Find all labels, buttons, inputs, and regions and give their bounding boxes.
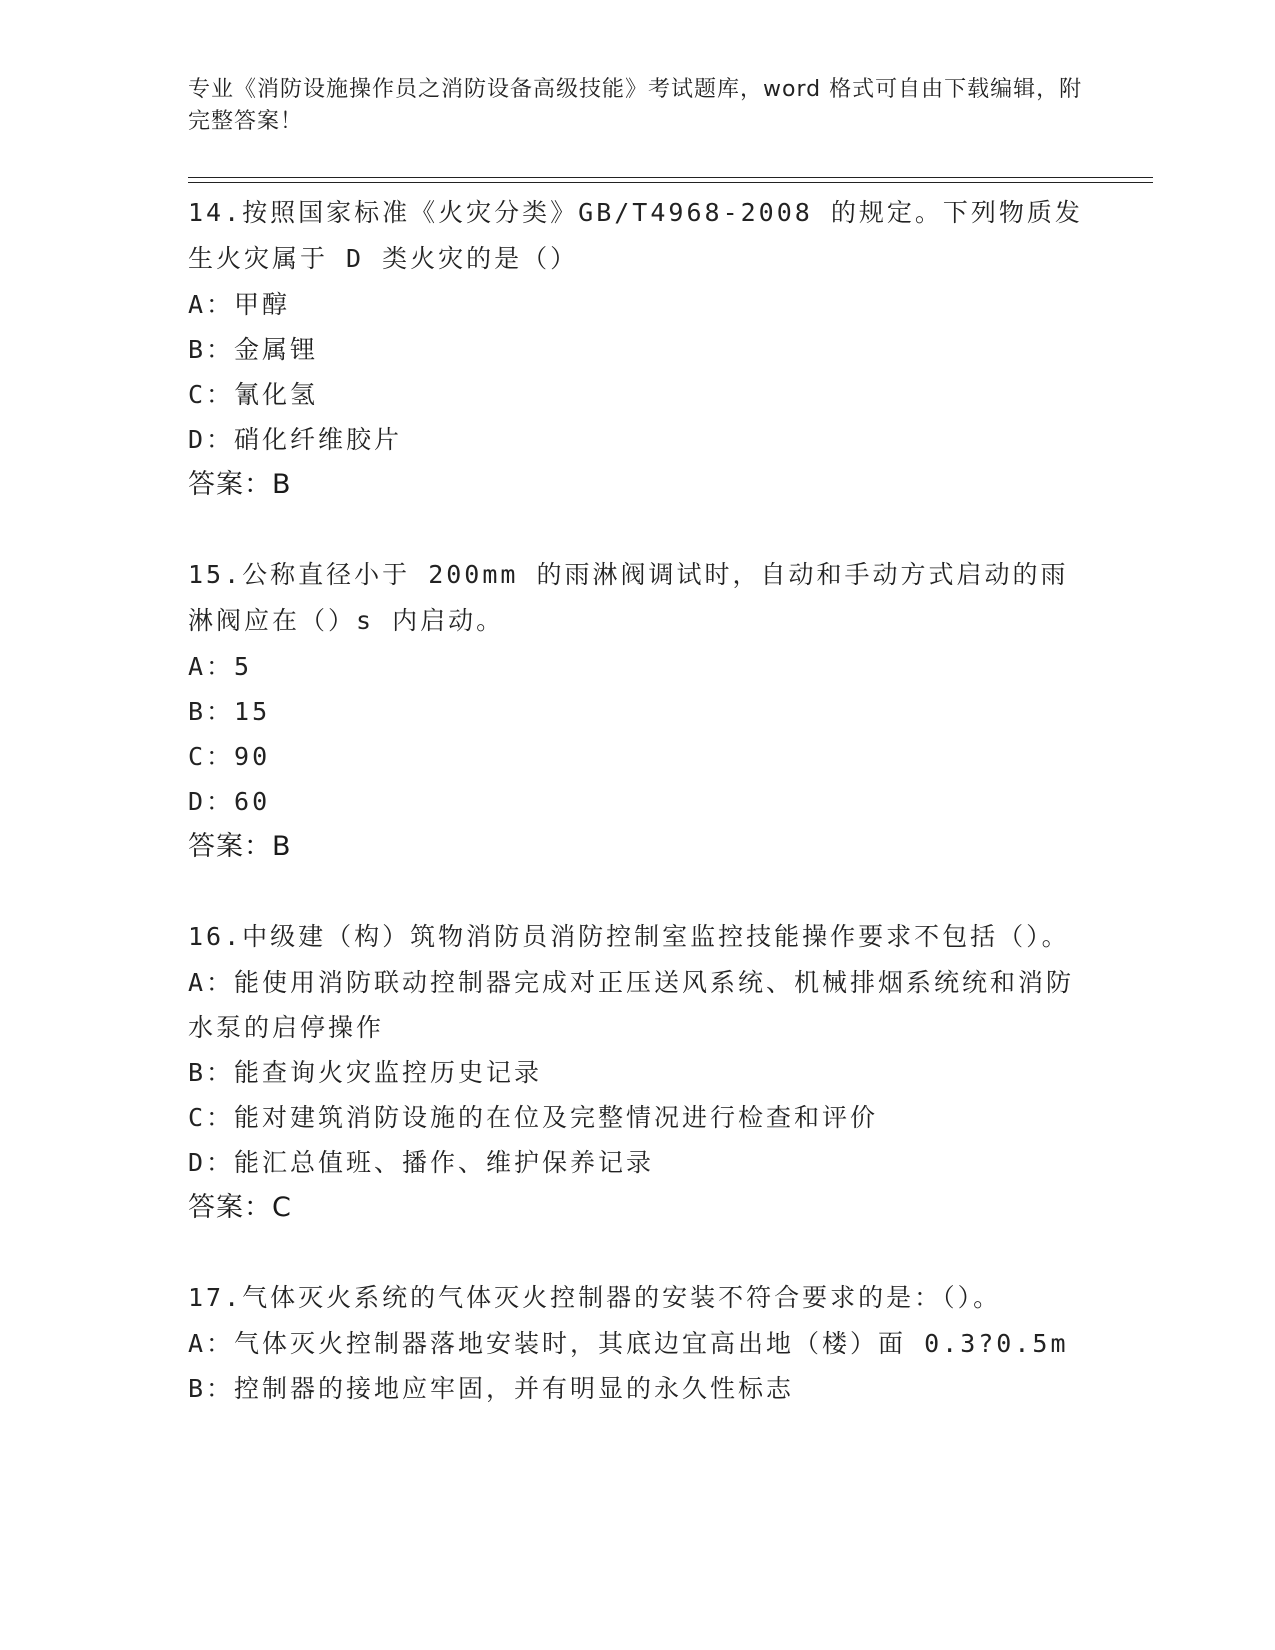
option-b: B：能查询火灾监控历史记录 [188,1058,543,1087]
answer: 答案：B [188,469,292,500]
option-d: D：硝化纤维胶片 [188,425,403,454]
question-list [188,190,1088,1455]
question-16 [188,914,1088,1231]
option-b: B：金属锂 [188,335,319,364]
option-a: A：5 [188,652,253,681]
option-a: A：气体灭火控制器落地安装时，其底边宜高出地（楼）面 0.3?0.5m [188,1329,1069,1358]
option-a: A：甲醇 [188,290,291,319]
document-header: 专业《消防设施操作员之消防设备高级技能》考试题库，word 格式可自由下载编辑，附完整答案！ [188,77,1083,134]
header-divider-bottom [188,182,1153,183]
option-b: B：15 [188,697,271,726]
answer: 答案：C [188,1192,292,1223]
question-text: 16.中级建（构）筑物消防员消防控制室监控技能操作要求不包括（）。 [188,922,1070,951]
question-15 [188,552,1088,870]
option-c: C：氰化氢 [188,380,319,409]
option-d: D：能汇总值班、播作、维护保养记录 [188,1148,655,1177]
question-17 [188,1275,1088,1411]
question-text: 17.气体灭火系统的气体灭火控制器的安装不符合要求的是：（）。 [188,1283,1002,1312]
option-c: C：能对建筑消防设施的在位及完整情况进行检查和评价 [188,1103,879,1132]
question-14 [188,190,1088,508]
question-text: 14.按照国家标准《火灾分类》GB/T4968-2008 的规定。下列物质发生火灾属于 D 类火灾的是（） [188,198,1083,273]
option-d: D：60 [188,787,271,816]
answer: 答案：B [188,831,292,862]
header-divider-top [188,177,1153,178]
question-text: 15.公称直径小于 200mm 的雨淋阀调试时，自动和手动方式启动的雨淋阀应在（）s 内启动。 [188,560,1069,635]
option-b: B：控制器的接地应牢固，并有明显的永久性标志 [188,1374,795,1403]
option-c: C：90 [188,742,271,771]
option-a: A：能使用消防联动控制器完成对正压送风系统、机械排烟系统统和消防水泵的启停操作 [188,968,1075,1042]
